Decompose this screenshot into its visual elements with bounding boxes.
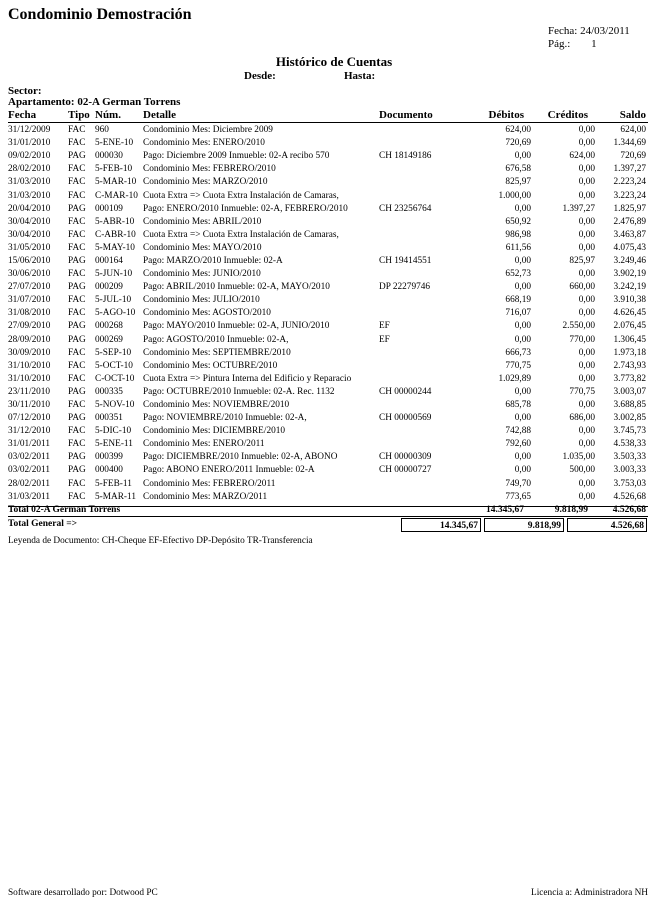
cell-num: C-MAR-10 bbox=[95, 190, 138, 201]
cell-tipo: PAG bbox=[68, 255, 86, 266]
cell-num: 000209 bbox=[95, 282, 123, 293]
table-row bbox=[8, 373, 646, 386]
grand-total-saldo: 4.526,68 bbox=[567, 518, 647, 532]
cell-saldo: 3.745,73 bbox=[613, 426, 646, 437]
cell-saldo: 3.249,46 bbox=[613, 255, 646, 266]
cell-fecha: 30/09/2010 bbox=[8, 347, 51, 358]
table-row bbox=[8, 491, 646, 504]
cell-fecha: 31/12/2010 bbox=[8, 426, 51, 437]
apartment-label: Apartamento: 02-A German Torrens bbox=[8, 96, 181, 108]
cell-saldo: 1.973,18 bbox=[613, 347, 646, 358]
cell-documento bbox=[379, 347, 463, 360]
cell-tipo: FAC bbox=[68, 138, 86, 149]
cell-saldo: 4.626,45 bbox=[613, 308, 646, 319]
table-row bbox=[8, 478, 646, 491]
hasta-label: Hasta: bbox=[344, 70, 376, 82]
cell-saldo: 3.002,85 bbox=[613, 413, 646, 424]
cell-saldo: 3.003,33 bbox=[613, 465, 646, 476]
col-header-detalle: Detalle bbox=[143, 109, 176, 121]
cell-fecha: 30/06/2010 bbox=[8, 269, 51, 280]
cell-tipo: FAC bbox=[68, 229, 86, 240]
cell-fecha: 28/02/2011 bbox=[8, 478, 51, 489]
cell-creditos: 0,00 bbox=[578, 229, 595, 240]
cell-debitos: 0,00 bbox=[514, 321, 531, 332]
cell-creditos: 1.397,27 bbox=[562, 203, 595, 214]
cell-documento bbox=[379, 216, 463, 229]
transactions-body bbox=[8, 124, 646, 504]
cell-detalle: Pago: ABRIL/2010 Inmueble: 02-A, MAYO/2010 bbox=[143, 282, 330, 293]
cell-tipo: PAG bbox=[68, 321, 86, 332]
cell-documento bbox=[379, 373, 463, 386]
cell-documento: CH 00000569 bbox=[379, 413, 432, 424]
cell-creditos: 770,75 bbox=[569, 386, 595, 397]
cell-debitos: 0,00 bbox=[514, 413, 531, 424]
cell-documento: CH 00000309 bbox=[379, 452, 432, 463]
cell-tipo: FAC bbox=[68, 400, 86, 411]
cell-num: 000109 bbox=[95, 203, 123, 214]
cell-fecha: 27/07/2010 bbox=[8, 282, 51, 293]
cell-debitos: 650,92 bbox=[505, 216, 531, 227]
cell-num: 5-AGO-10 bbox=[95, 308, 136, 319]
cell-creditos: 0,00 bbox=[578, 242, 595, 253]
cell-tipo: PAG bbox=[68, 465, 86, 476]
page-line bbox=[548, 38, 597, 50]
table-row bbox=[8, 320, 646, 333]
cell-creditos: 0,00 bbox=[578, 125, 595, 136]
cell-detalle: Condominio Mes: JULIO/2010 bbox=[143, 295, 260, 306]
cell-detalle: Condominio Mes: OCTUBRE/2010 bbox=[143, 360, 278, 371]
cell-creditos: 0,00 bbox=[578, 269, 595, 280]
cell-saldo: 1.344,69 bbox=[613, 138, 646, 149]
table-row bbox=[8, 281, 646, 294]
table-row bbox=[8, 137, 646, 150]
cell-debitos: 0,00 bbox=[514, 203, 531, 214]
cell-debitos: 825,97 bbox=[505, 177, 531, 188]
cell-num: C-OCT-10 bbox=[95, 373, 135, 384]
cell-fecha: 30/04/2010 bbox=[8, 229, 51, 240]
table-row bbox=[8, 255, 646, 268]
cell-detalle: Condominio Mes: SEPTIEMBRE/2010 bbox=[143, 347, 291, 358]
cell-detalle: Condominio Mes: ENERO/2010 bbox=[143, 138, 265, 149]
cell-debitos: 1.000,00 bbox=[498, 190, 531, 201]
table-row bbox=[8, 163, 646, 176]
cell-tipo: PAG bbox=[68, 282, 86, 293]
cell-debitos: 685,78 bbox=[505, 400, 531, 411]
cell-detalle: Pago: ENERO/2010 Inmueble: 02-A, FEBRERO/2010 bbox=[143, 203, 348, 214]
cell-debitos: 0,00 bbox=[514, 151, 531, 162]
cell-detalle: Cuota Extra => Cuota Extra Instalación de Camaras, bbox=[143, 190, 339, 201]
cell-detalle: Condominio Mes: FEBRERO/2010 bbox=[143, 164, 276, 175]
cell-tipo: FAC bbox=[68, 360, 86, 371]
cell-num: 5-NOV-10 bbox=[95, 400, 135, 411]
footer-software: Software desarrollado por: Dotwood PC bbox=[8, 888, 158, 898]
cell-fecha: 31/01/2010 bbox=[8, 138, 51, 149]
cell-saldo: 3.688,85 bbox=[613, 400, 646, 411]
table-row bbox=[8, 464, 646, 477]
cell-tipo: FAC bbox=[68, 269, 86, 280]
cell-documento bbox=[379, 124, 463, 137]
cell-documento bbox=[379, 268, 463, 281]
col-header-debitos: Débitos bbox=[488, 109, 524, 121]
cell-fecha: 31/03/2011 bbox=[8, 491, 51, 502]
grand-total-debitos: 14.345,67 bbox=[401, 518, 481, 532]
cell-creditos: 0,00 bbox=[578, 138, 595, 149]
cell-creditos: 0,00 bbox=[578, 491, 595, 502]
cell-saldo: 624,00 bbox=[620, 125, 646, 136]
cell-num: 000400 bbox=[95, 465, 123, 476]
cell-debitos: 742,88 bbox=[505, 426, 531, 437]
cell-fecha: 30/04/2010 bbox=[8, 216, 51, 227]
date-value: 24/03/2011 bbox=[580, 25, 630, 37]
cell-detalle: Condominio Mes: FEBRERO/2011 bbox=[143, 478, 276, 489]
cell-fecha: 27/09/2010 bbox=[8, 321, 51, 332]
cell-documento bbox=[379, 137, 463, 150]
table-row bbox=[8, 360, 646, 373]
cell-saldo: 4.075,43 bbox=[613, 242, 646, 253]
header-divider bbox=[8, 122, 648, 123]
cell-detalle: Pago: NOVIEMBRE/2010 Inmueble: 02-A, bbox=[143, 413, 307, 424]
cell-debitos: 611,56 bbox=[505, 242, 531, 253]
cell-saldo: 720,69 bbox=[620, 151, 646, 162]
cell-fecha: 28/09/2010 bbox=[8, 334, 51, 345]
cell-debitos: 0,00 bbox=[514, 255, 531, 266]
cell-debitos: 792,60 bbox=[505, 439, 531, 450]
cell-creditos: 0,00 bbox=[578, 177, 595, 188]
table-row bbox=[8, 451, 646, 464]
date-label: Fecha: bbox=[548, 25, 578, 37]
subtotal-label: Total 02-A German Torrens bbox=[8, 505, 121, 515]
cell-num: 5-MAY-10 bbox=[95, 242, 135, 253]
cell-documento bbox=[379, 478, 463, 491]
cell-fecha: 31/12/2009 bbox=[8, 125, 51, 136]
cell-fecha: 31/10/2010 bbox=[8, 360, 51, 371]
page-label: Pág.: bbox=[548, 38, 571, 50]
cell-saldo: 3.753,03 bbox=[613, 478, 646, 489]
cell-tipo: FAC bbox=[68, 439, 86, 450]
cell-fecha: 09/02/2010 bbox=[8, 151, 51, 162]
subtotal-creditos: 9.818,99 bbox=[554, 505, 588, 515]
cell-tipo: FAC bbox=[68, 373, 86, 384]
cell-documento bbox=[379, 425, 463, 438]
table-row bbox=[8, 150, 646, 163]
cell-documento bbox=[379, 242, 463, 255]
cell-num: 5-SEP-10 bbox=[95, 347, 132, 358]
table-row bbox=[8, 347, 646, 360]
cell-num: 000399 bbox=[95, 452, 123, 463]
cell-debitos: 773,65 bbox=[505, 491, 531, 502]
cell-num: 5-FEB-10 bbox=[95, 164, 133, 175]
cell-num: 000335 bbox=[95, 386, 123, 397]
cell-tipo: FAC bbox=[68, 426, 86, 437]
cell-creditos: 0,00 bbox=[578, 190, 595, 201]
cell-saldo: 3.463,87 bbox=[613, 229, 646, 240]
cell-detalle: Condominio Mes: JUNIO/2010 bbox=[143, 269, 261, 280]
cell-fecha: 23/11/2010 bbox=[8, 386, 51, 397]
cell-fecha: 03/02/2011 bbox=[8, 452, 51, 463]
cell-saldo: 3.503,33 bbox=[613, 452, 646, 463]
cell-tipo: PAG bbox=[68, 386, 86, 397]
cell-documento: EF bbox=[379, 334, 390, 345]
cell-tipo: PAG bbox=[68, 334, 86, 345]
cell-tipo: PAG bbox=[68, 413, 86, 424]
col-header-creditos: Créditos bbox=[547, 109, 588, 121]
cell-tipo: FAC bbox=[68, 216, 86, 227]
cell-debitos: 666,73 bbox=[505, 347, 531, 358]
cell-saldo: 1.825,97 bbox=[613, 203, 646, 214]
cell-debitos: 676,58 bbox=[505, 164, 531, 175]
document-legend: Leyenda de Documento: CH-Cheque EF-Efectivo DP-Depósito TR-Transferencia bbox=[8, 536, 313, 546]
cell-num: 5-ENE-10 bbox=[95, 138, 134, 149]
cell-saldo: 3.003,07 bbox=[613, 386, 646, 397]
cell-detalle: Cuota Extra => Pintura Interna del Edificio y Reparacio bbox=[143, 373, 352, 384]
cell-num: 000030 bbox=[95, 151, 123, 162]
cell-debitos: 0,00 bbox=[514, 386, 531, 397]
cell-documento: CH 00000727 bbox=[379, 465, 432, 476]
table-row bbox=[8, 124, 646, 137]
table-row bbox=[8, 307, 646, 320]
cell-documento bbox=[379, 294, 463, 307]
table-row bbox=[8, 216, 646, 229]
cell-creditos: 0,00 bbox=[578, 400, 595, 411]
sector-label: Sector: bbox=[8, 85, 42, 97]
cell-documento bbox=[379, 438, 463, 451]
cell-fecha: 31/03/2010 bbox=[8, 190, 51, 201]
table-row bbox=[8, 412, 646, 425]
cell-detalle: Condominio Mes: ABRIL/2010 bbox=[143, 216, 262, 227]
cell-documento: CH 23256764 bbox=[379, 203, 432, 214]
date-line bbox=[548, 25, 630, 37]
col-header-documento: Documento bbox=[379, 109, 433, 121]
cell-detalle: Condominio Mes: NOVIEMBRE/2010 bbox=[143, 400, 290, 411]
cell-fecha: 30/11/2010 bbox=[8, 400, 51, 411]
cell-tipo: FAC bbox=[68, 491, 86, 502]
cell-num: 5-JUN-10 bbox=[95, 269, 133, 280]
cell-num: 5-OCT-10 bbox=[95, 360, 133, 371]
cell-fecha: 28/02/2010 bbox=[8, 164, 51, 175]
cell-num: 000268 bbox=[95, 321, 123, 332]
total-divider bbox=[8, 516, 648, 517]
cell-tipo: FAC bbox=[68, 295, 86, 306]
cell-fecha: 31/10/2010 bbox=[8, 373, 51, 384]
cell-creditos: 0,00 bbox=[578, 373, 595, 384]
cell-creditos: 624,00 bbox=[569, 151, 595, 162]
page-number: 1 bbox=[591, 38, 597, 50]
table-row bbox=[8, 334, 646, 347]
cell-documento: DP 22279746 bbox=[379, 282, 431, 293]
cell-debitos: 1.029,89 bbox=[498, 373, 531, 384]
cell-fecha: 20/04/2010 bbox=[8, 203, 51, 214]
cell-fecha: 31/07/2010 bbox=[8, 295, 51, 306]
report-title: Histórico de Cuentas bbox=[275, 54, 393, 69]
cell-saldo: 4.526,68 bbox=[613, 491, 646, 502]
cell-debitos: 0,00 bbox=[514, 282, 531, 293]
cell-debitos: 986,98 bbox=[505, 229, 531, 240]
cell-detalle: Condominio Mes: AGOSTO/2010 bbox=[143, 308, 271, 319]
cell-creditos: 500,00 bbox=[569, 465, 595, 476]
cell-saldo: 2.223,24 bbox=[613, 177, 646, 188]
cell-debitos: 749,70 bbox=[505, 478, 531, 489]
cell-documento: CH 18149186 bbox=[379, 151, 432, 162]
cell-tipo: PAG bbox=[68, 203, 86, 214]
grand-total-label: Total General => bbox=[8, 519, 78, 529]
cell-num: 5-ABR-10 bbox=[95, 216, 135, 227]
col-header-saldo: Saldo bbox=[619, 109, 646, 121]
cell-num: 5-MAR-11 bbox=[95, 491, 136, 502]
cell-detalle: Condominio Mes: MAYO/2010 bbox=[143, 242, 262, 253]
cell-tipo: FAC bbox=[68, 308, 86, 319]
desde-label: Desde: bbox=[244, 70, 276, 82]
cell-debitos: 0,00 bbox=[514, 465, 531, 476]
cell-num: 5-ENE-11 bbox=[95, 439, 133, 450]
transactions-table bbox=[8, 124, 646, 504]
cell-creditos: 770,00 bbox=[569, 334, 595, 345]
table-row bbox=[8, 176, 646, 189]
table-row bbox=[8, 242, 646, 255]
cell-detalle: Condominio Mes: MARZO/2010 bbox=[143, 177, 268, 188]
cell-debitos: 624,00 bbox=[505, 125, 531, 136]
cell-saldo: 3.910,38 bbox=[613, 295, 646, 306]
cell-fecha: 07/12/2010 bbox=[8, 413, 51, 424]
cell-num: 5-MAR-10 bbox=[95, 177, 137, 188]
cell-tipo: FAC bbox=[68, 177, 86, 188]
table-row bbox=[8, 438, 646, 451]
cell-tipo: FAC bbox=[68, 164, 86, 175]
cell-saldo: 2.476,89 bbox=[613, 216, 646, 227]
cell-num: 5-DIC-10 bbox=[95, 426, 132, 437]
cell-fecha: 31/08/2010 bbox=[8, 308, 51, 319]
cell-fecha: 31/03/2010 bbox=[8, 177, 51, 188]
cell-debitos: 668,19 bbox=[505, 295, 531, 306]
subtotal-saldo: 4.526,68 bbox=[612, 505, 646, 515]
cell-documento: EF bbox=[379, 321, 390, 332]
cell-num: 960 bbox=[95, 125, 109, 136]
cell-creditos: 0,00 bbox=[578, 216, 595, 227]
cell-num: 5-FEB-11 bbox=[95, 478, 132, 489]
cell-detalle: Cuota Extra => Cuota Extra Instalación de Camaras, bbox=[143, 229, 339, 240]
cell-creditos: 686,00 bbox=[569, 413, 595, 424]
cell-saldo: 2.743,93 bbox=[613, 360, 646, 371]
cell-num: C-ABR-10 bbox=[95, 229, 136, 240]
cell-creditos: 0,00 bbox=[578, 439, 595, 450]
cell-creditos: 0,00 bbox=[578, 478, 595, 489]
cell-saldo: 1.397,27 bbox=[613, 164, 646, 175]
cell-creditos: 0,00 bbox=[578, 347, 595, 358]
cell-creditos: 0,00 bbox=[578, 164, 595, 175]
cell-documento bbox=[379, 399, 463, 412]
table-row bbox=[8, 203, 646, 216]
subtotal-debitos: 14.345,67 bbox=[486, 505, 524, 515]
cell-documento bbox=[379, 491, 463, 504]
cell-saldo: 2.076,45 bbox=[613, 321, 646, 332]
cell-debitos: 0,00 bbox=[514, 452, 531, 463]
company-name: Condominio Demostración bbox=[8, 6, 192, 23]
cell-tipo: FAC bbox=[68, 478, 86, 489]
cell-tipo: PAG bbox=[68, 452, 86, 463]
cell-debitos: 0,00 bbox=[514, 334, 531, 345]
cell-saldo: 3.223,24 bbox=[613, 190, 646, 201]
cell-creditos: 0,00 bbox=[578, 426, 595, 437]
cell-num: 5-JUL-10 bbox=[95, 295, 132, 306]
cell-fecha: 15/06/2010 bbox=[8, 255, 51, 266]
table-row bbox=[8, 268, 646, 281]
cell-tipo: FAC bbox=[68, 125, 86, 136]
table-row bbox=[8, 229, 646, 242]
cell-detalle: Pago: MAYO/2010 Inmueble: 02-A, JUNIO/2010 bbox=[143, 321, 330, 332]
table-row bbox=[8, 425, 646, 438]
cell-documento bbox=[379, 163, 463, 176]
cell-documento: CH 19414551 bbox=[379, 255, 432, 266]
table-row bbox=[8, 399, 646, 412]
footer-license: Licencia a: Administradora NH bbox=[531, 888, 648, 898]
cell-detalle: Pago: ABONO ENERO/2011 Inmueble: 02-A bbox=[143, 465, 315, 476]
cell-debitos: 716,07 bbox=[505, 308, 531, 319]
cell-detalle: Pago: Diciembre 2009 Inmueble: 02-A recibo 570 bbox=[143, 151, 330, 162]
cell-fecha: 31/01/2011 bbox=[8, 439, 51, 450]
cell-detalle: Condominio Mes: Diciembre 2009 bbox=[143, 125, 273, 136]
cell-detalle: Condominio Mes: ENERO/2011 bbox=[143, 439, 265, 450]
cell-documento bbox=[379, 307, 463, 320]
cell-creditos: 0,00 bbox=[578, 295, 595, 306]
cell-creditos: 0,00 bbox=[578, 360, 595, 371]
cell-tipo: PAG bbox=[68, 151, 86, 162]
table-row bbox=[8, 386, 646, 399]
cell-tipo: FAC bbox=[68, 347, 86, 358]
cell-documento bbox=[379, 176, 463, 189]
cell-documento bbox=[379, 229, 463, 242]
cell-num: 000351 bbox=[95, 413, 123, 424]
cell-debitos: 720,69 bbox=[505, 138, 531, 149]
cell-fecha: 03/02/2011 bbox=[8, 465, 51, 476]
cell-fecha: 31/05/2010 bbox=[8, 242, 51, 253]
cell-saldo: 3.902,19 bbox=[613, 269, 646, 280]
cell-creditos: 825,97 bbox=[569, 255, 595, 266]
cell-creditos: 1.035,00 bbox=[562, 452, 595, 463]
cell-num: 000269 bbox=[95, 334, 123, 345]
cell-detalle: Condominio Mes: MARZO/2011 bbox=[143, 491, 268, 502]
cell-detalle: Pago: MARZO/2010 Inmueble: 02-A bbox=[143, 255, 283, 266]
table-row bbox=[8, 189, 646, 202]
cell-saldo: 1.306,45 bbox=[613, 334, 646, 345]
cell-documento: CH 00000244 bbox=[379, 386, 432, 397]
cell-creditos: 660,00 bbox=[569, 282, 595, 293]
cell-saldo: 3.242,19 bbox=[613, 282, 646, 293]
cell-saldo: 4.538,33 bbox=[613, 439, 646, 450]
cell-debitos: 770,75 bbox=[505, 360, 531, 371]
table-row bbox=[8, 294, 646, 307]
cell-detalle: Pago: AGOSTO/2010 Inmueble: 02-A, bbox=[143, 334, 289, 345]
grand-total-creditos: 9.818,99 bbox=[484, 518, 564, 532]
col-header-tipo: Tipo bbox=[68, 109, 90, 121]
col-header-fecha: Fecha bbox=[8, 109, 37, 121]
cell-debitos: 652,73 bbox=[505, 269, 531, 280]
cell-detalle: Pago: OCTUBRE/2010 Inmueble: 02-A. Rec. 1132 bbox=[143, 386, 335, 397]
cell-documento bbox=[379, 360, 463, 373]
cell-tipo: FAC bbox=[68, 190, 86, 201]
cell-creditos: 2.550,00 bbox=[562, 321, 595, 332]
cell-tipo: FAC bbox=[68, 242, 86, 253]
cell-detalle: Pago: DICIEMBRE/2010 Inmueble: 02-A, ABONO bbox=[143, 452, 338, 463]
col-header-num: Núm. bbox=[95, 109, 121, 121]
cell-saldo: 3.773,82 bbox=[613, 373, 646, 384]
cell-creditos: 0,00 bbox=[578, 308, 595, 319]
cell-num: 000164 bbox=[95, 255, 123, 266]
cell-detalle: Condominio Mes: DICIEMBRE/2010 bbox=[143, 426, 286, 437]
cell-documento bbox=[379, 189, 463, 202]
